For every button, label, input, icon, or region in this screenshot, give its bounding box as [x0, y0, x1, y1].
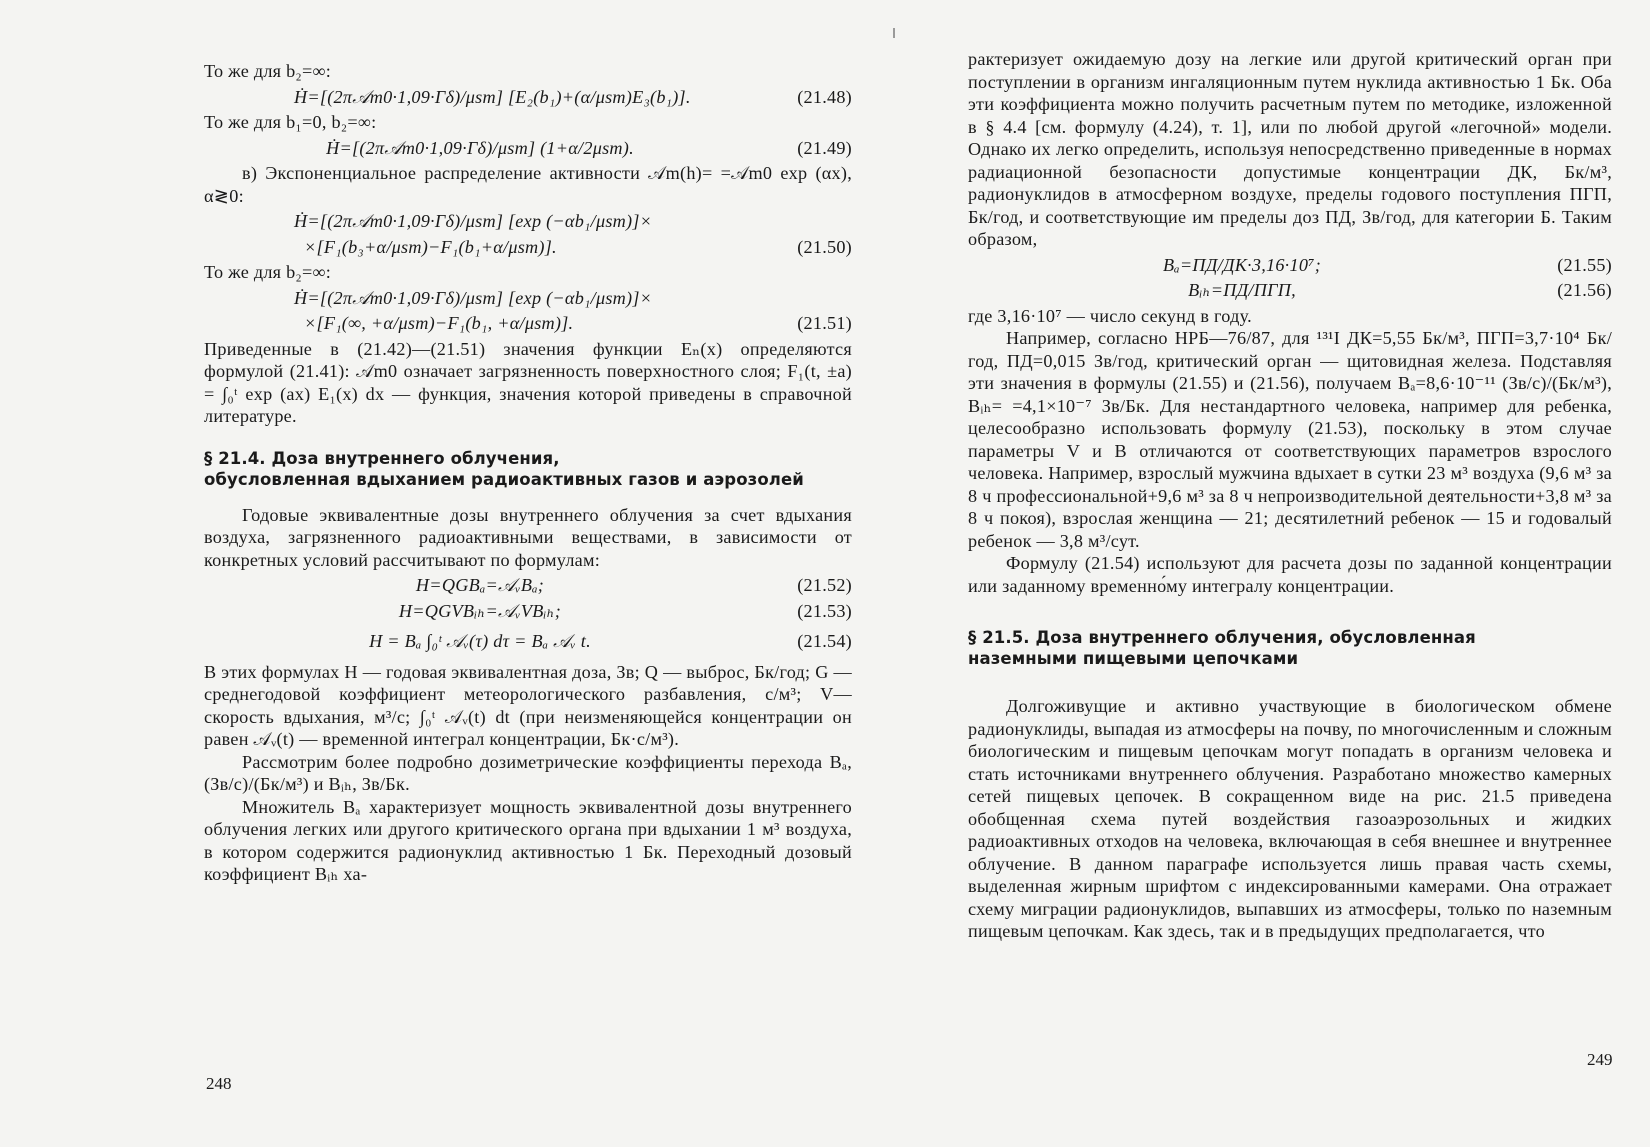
left-text-column — [204, 60, 852, 886]
equation-formula: H=QGBₐ=𝒜ᵥBₐ; — [415, 575, 545, 595]
page-number: 249 — [1587, 1050, 1613, 1069]
equation-21-48 — [204, 86, 852, 109]
equation-number: (21.48) — [797, 86, 852, 107]
equation-21-50-line2 — [204, 236, 852, 259]
paragraph: То же для b₁=0, b₂=∞: — [204, 112, 377, 132]
paragraph: где 3,16·10⁷ — число секунд в году. — [968, 305, 1252, 326]
paragraph: в) Экспоненциальное распределение активности 𝒜m(h)= =𝒜m0 exp (αx), α≷0: — [204, 163, 852, 206]
equation-number: (21.51) — [797, 313, 852, 333]
paragraph: Приведенные в (21.42)—(21.51) значения функции Eₙ(x) определяются формулой (21.41): 𝒜m0 означает загрязненность поверхностного слоя; F₁(t, ±a) = ∫₀ᵗ exp (ax) E₁(x) dx — функция, значения которой приведены в справочной литературе. — [204, 338, 852, 426]
equation-formula: Bₐ=ПД/ДК·3,16·10⁷; — [1162, 254, 1322, 275]
paragraph: Формулу (21.54) используют для расчета дозы по заданной концентрации или заданному временно́му интегралу концентрации. — [968, 553, 1612, 596]
equation-formula: Bᵢₕ=ПД/ПГП, — [1188, 280, 1296, 300]
equation-formula: ×[F₁(∞, +α/μsm)−F₁(b₁, +α/μsm)]. — [304, 313, 574, 333]
paragraph: Годовые эквивалентные дозы внутреннего облучения за счет вдыхания воздуха, загрязненного радиоактивными веществами, в зависимости от конкретных условий рассчитывают по формулам: — [204, 504, 852, 570]
paragraph: То же для b₂=∞: — [204, 61, 332, 81]
equation-number: (21.50) — [797, 236, 852, 257]
equation-21-51-line1 — [204, 287, 852, 310]
equation-formula: Ḣ=[(2π𝒜m0·1,09·Γδ)/μsm] [exp (−αb₁/μsm)]× — [294, 211, 653, 231]
equation-21-49 — [204, 137, 852, 160]
right-text-column — [968, 48, 1612, 943]
equation-number: (21.49) — [797, 137, 852, 158]
equation-21-56 — [968, 279, 1612, 302]
equation-21-50-line1 — [204, 210, 852, 233]
equation-21-52 — [204, 574, 852, 597]
equation-formula: H = Bₐ ∫₀ᵗ 𝒜ᵥ(τ) dτ = Bₐ 𝒜ᵥ t. — [369, 631, 591, 651]
paragraph: Например, согласно НРБ—76/87, для ¹³¹I ДК=5,55 Бк/м³, ПГП=3,7·10⁴ Бк/год, ПД=0,015 Зв/год, критический орган — щитовидная железа. Подставляя эти значения в формулы (21.55) и (21.56), получаем Bₐ=8,6·10⁻¹¹ (Зв/с)/(Бк/м³), Bᵢₕ= =4,1×10⁻⁷ Зв/Бк. Для нестандартного человека, например для ребенка, целесообразно использовать формулу (21.53), поскольку в этом случае параметры V и B отличаются от соответствующих параметров взрослого человека. Например, взрослый мужчина вдыхает в сутки 23 м³ воздуха (9,6 м³ за 8 ч профессиональной+9,6 м³ за 8 ч непроизводительной деятельности+3,8 м³ за 8 ч покоя), взрослая женщина — 21; десятилетний ребенок — 15 и годовалый ребенок — 3,8 м³/сут. — [968, 328, 1612, 551]
paragraph: В этих формулах H — годовая эквивалентная доза, Зв; Q — выброс, Бк/год; G — среднегодовой коэффициент метеорологического разбавления, с/м³; V—скорость вдыхания, м³/с; ∫₀ᵗ 𝒜ᵥ(t) dt (при неизменяющейся концентрации он равен 𝒜ᵥ(t) — временной интеграл концентрации, Бк·с/м³). — [204, 661, 852, 749]
page-249 — [860, 0, 1650, 1147]
equation-number: (21.53) — [797, 600, 852, 621]
equation-21-55 — [968, 254, 1612, 277]
equation-formula: Ḣ=[(2π𝒜m0·1,09·Γδ)/μsm] [exp (−αb₁/μsm)]× — [294, 287, 653, 308]
paragraph: Долгоживущие и активно участвующие в биологическом обмене радионуклиды, выпадая из атмосферы на почву, по многочисленным и сложным биологическим и пищевым цепочкам могут попадать в организм человека и стать источниками внутреннего облучения. Разработано множество камерных сетей пищевых цепочек. В сокращенном виде на рис. 21.5 приведена обобщенная схема путей воздействия газоаэрозольных и жидких радиоактивных отходов на человека, включающая в себя внешнее и внутреннее облучение. В данном параграфе используется лишь правая часть схемы, выделенная жирным шрифтом с индексированными камерами. Она отражает схему миграции радионуклидов, выпавших из атмосферы, только по наземным пищевым цепочкам. Как здесь, так и в предыдущих предполагается, что — [968, 696, 1612, 941]
paragraph: Множитель Bₐ характеризует мощность эквивалентной дозы внутреннего облучения легких или другого критического органа при вдыхании 1 м³ воздуха, в котором содержится радионуклид активностью 1 Бк. Переходный дозовый коэффициент Bᵢₕ ха- — [204, 796, 852, 884]
section-heading-21-5: § 21.5. Доза внутреннего облучения, обусловленная наземными пищевыми цепочками — [968, 628, 1476, 668]
equation-21-54 — [204, 630, 852, 653]
equation-formula: ×[F₁(b₃+α/μsm)−F₁(b₁+α/μsm)]. — [304, 236, 557, 257]
equation-number: (21.55) — [1557, 254, 1612, 275]
paragraph: То же для b₂=∞: — [204, 262, 332, 282]
paragraph: Рассмотрим более подробно дозиметрические коэффициенты перехода Bₐ, (Зв/с)/(Бк/м³) и Bᵢₕ, Зв/Бк. — [204, 751, 852, 794]
equation-21-51-line2 — [204, 312, 852, 335]
section-heading-21-4: § 21.4. Доза внутреннего облучения, обусловленная вдыханием радиоактивных газов и аэрозолей — [204, 448, 804, 489]
equation-21-53 — [204, 600, 852, 623]
equation-number: (21.52) — [797, 575, 852, 595]
paragraph: рактеризует ожидаемую дозу на легкие или другой критический орган при поступлении в организм ингаляционным путем нуклида активностью 1 Бк. Оба эти коэффициента можно получить расчетным путем по методике, изложенной в § 4.4 [см. формулу (4.24), т. 1], или по любой другой «легочной» модели. Однако их легко определить, используя непосредственно приведенные в нормах радиационной безопасности допустимые концентрации ДК, Бк/м³, радионуклидов в атмосферном воздухе, пределы годового поступления ПГП, Бк/год, и соответствующие им пределы доз ПД, Зв/год, для категории Б. Таким образом, — [968, 49, 1612, 249]
equation-formula: Ḣ=[(2π𝒜m0·1,09·Γδ)/μsm] [E₂(b₁)+(α/μsm)E₃(b₁)]. — [294, 86, 691, 107]
equation-formula: Ḣ=[(2π𝒜m0·1,09·Γδ)/μsm] (1+α/2μsm). — [326, 137, 634, 158]
equation-formula: H=QGVBᵢₕ=𝒜ᵥVBᵢₕ; — [398, 600, 562, 621]
equation-number: (21.56) — [1557, 280, 1612, 300]
page-number: 248 — [206, 1074, 232, 1093]
equation-number: (21.54) — [797, 631, 852, 651]
